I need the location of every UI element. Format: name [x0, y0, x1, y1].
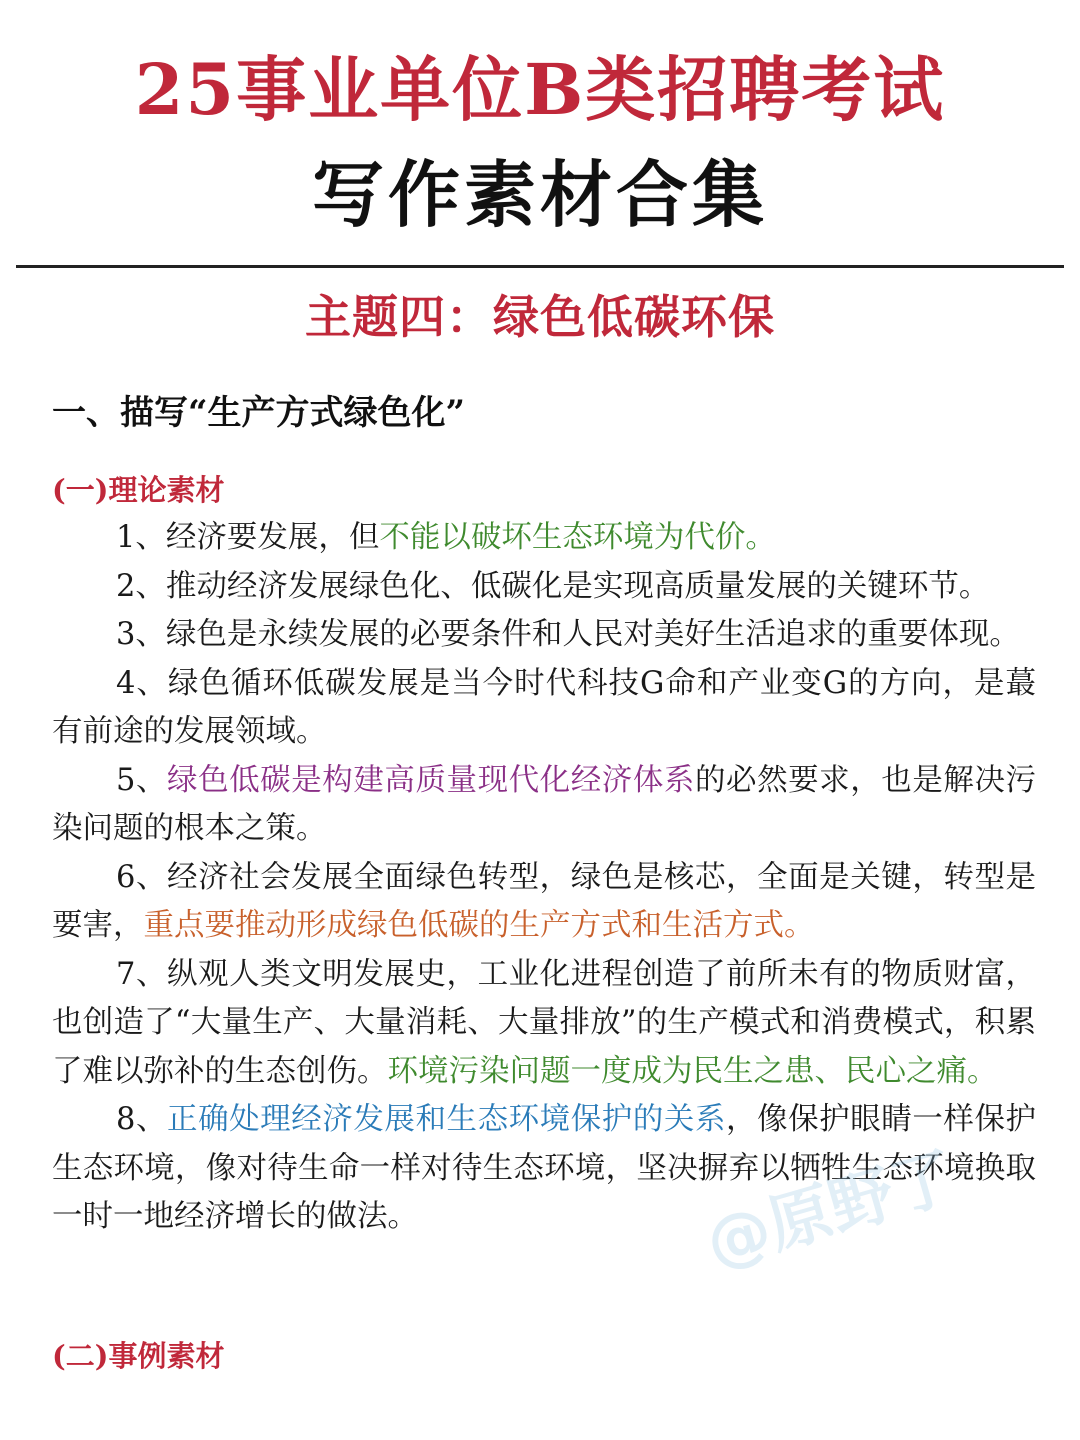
theory-item-2	[52, 563, 1036, 612]
theory-item-7	[52, 951, 1036, 1097]
section-heading: 一、描写“生产方式绿色化”	[52, 393, 466, 433]
item-text: 8、	[116, 1102, 168, 1137]
item-text: 7、纵观人类文明发展史，工业化进程创造了前所未有的物质财富，也创造了“大量生产、大量消耗、大量排放”的生产模式和消费模式，积累了难以弥补的生态创伤。	[52, 956, 1036, 1089]
theory-item-3	[52, 611, 1036, 660]
item-text: ，像保护眼睛一样保护生态环境，像对待生命一样对待生态环境，坚决摒弃以牺牲生态环境换取一时一地经济增长的做法。	[52, 1102, 1037, 1234]
theme-title: 主题四：绿色低碳环保	[305, 290, 775, 344]
page-subtitle: 写作素材合集	[290, 152, 790, 238]
item-text: 的必然要求，也是解决污染问题的根本之策。	[52, 762, 1037, 846]
theory-item-6	[52, 854, 1036, 951]
highlighted-text: 绿色低碳是构建高质量现代化经济体系	[167, 762, 695, 798]
theory-heading: (一)理论素材	[52, 473, 225, 507]
page-subtitle-wrap	[0, 152, 1080, 238]
highlighted-text: 不能以破坏生态环境为代价。	[379, 520, 776, 555]
item-text: 3、绿色是永续发展的必要条件和人民对美好生活追求的重要体现。	[116, 617, 1020, 652]
highlighted-text: 正确处理经济发展和生态环境保护的关系	[167, 1102, 727, 1137]
item-text: 5、	[116, 762, 168, 798]
item-text: 4、绿色循环低碳发展是当今时代科技G命和产业变G的方向，是蕞有前途的发展领域。	[52, 665, 1036, 749]
theory-item-1	[52, 514, 1036, 563]
theory-item-5	[52, 757, 1036, 854]
item-text: 1、经济要发展，但	[116, 520, 380, 555]
example-heading: (二)事例素材	[52, 1339, 225, 1373]
theory-item-list	[52, 514, 1036, 1242]
watermark-text: @原野了	[698, 1139, 965, 1282]
item-text: 6、经济社会发展全面绿色转型，绿色是核芯，全面是关键，转型是要害，	[52, 859, 1036, 943]
page-title: 25事业单位B类招聘考试	[134, 48, 946, 131]
highlighted-text: 环境污染问题一度成为民生之患、民心之痛。	[387, 1053, 998, 1089]
theory-item-4	[52, 660, 1036, 757]
highlighted-text: 重点要推动形成绿色低碳的生产方式和生活方式。	[143, 908, 815, 943]
item-text: 2、推动经济发展绿色化、低碳化是实现高质量发展的关键环节。	[116, 568, 990, 604]
header-divider	[16, 265, 1064, 268]
